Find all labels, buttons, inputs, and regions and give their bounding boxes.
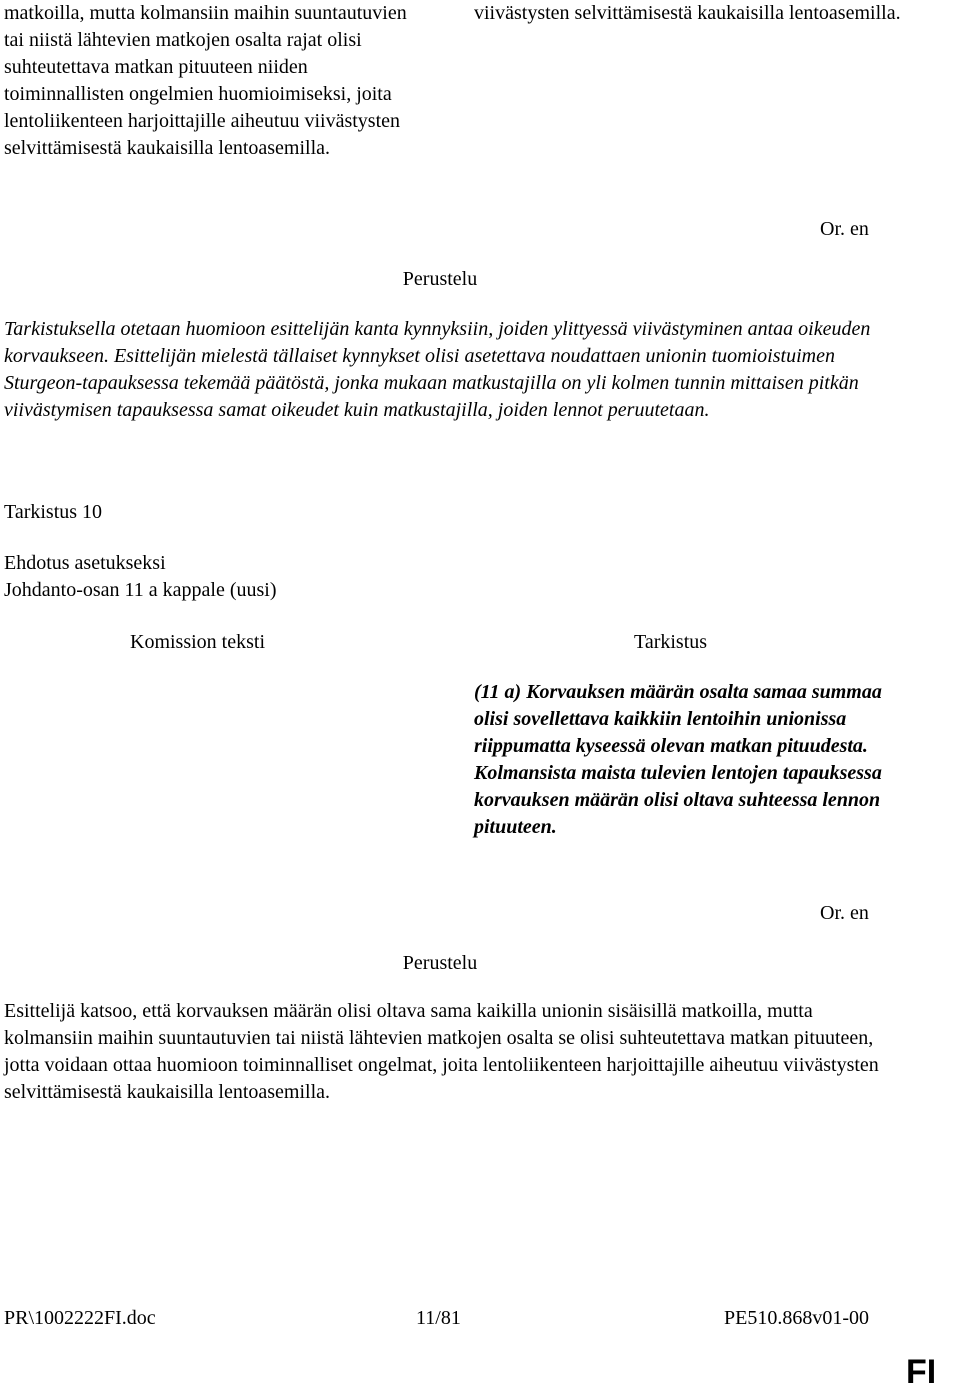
- amendment-title: Tarkistus 10: [4, 501, 103, 523]
- amendment-column-header: Tarkistus: [634, 631, 708, 653]
- original-language-1: Or. en: [820, 218, 869, 240]
- right-column-text: viivästysten selvittämisestä kaukaisilla lentoasemilla.: [474, 2, 901, 24]
- previous-commission-text: [4, 0, 424, 162]
- justification-heading-2: Perustelu: [402, 952, 478, 974]
- left-column-text: matkoilla, mutta kolmansiin maihin suuntautuvien tai niistä lähtevien matkojen osalta rajat olisi suhteutettava matkan pituuteen niiden toiminnallisten ongelmien huomioimiseksi, joita lentoliikenteen harjoittajille aiheutuu viivästysten selvittämisestä kaukaisilla lentoasemilla.: [4, 2, 407, 159]
- justification-text-2: Esittelijä katsoo, että korvauksen määrän olisi oltava sama kaikilla unionin sisäisillä matkoilla, mutta kolmansiin maihin suuntautuvien tai niistä lähtevien matkojen osalta se olisi suhteutettava matkan pituuteen, jotta voidaan ottaa huomioon toiminnalliset ongelmat, joita lentoliikenteen harjoittajille aiheutuu viivästysten selvittämisestä kaukaisilla lentoasemilla.: [4, 1000, 879, 1103]
- justification-text-1b: Esittelijän mielestä tällaiset kynnykset olisi asetettava noudattaen unionin tuomioistuimen Sturgeon-tapauksessa tekemää päätöstä, jonka mukaan matkustajilla on yli kolmen tunnin mittaisen pitkän viivästymisen tapauksessa samat oikeudet kuin matkustajilla, joiden lennot peruutetaan.: [4, 345, 859, 421]
- footer-doc-ref: PR\1002222FI.doc: [4, 1307, 156, 1329]
- commission-text-header: Komission teksti: [130, 631, 266, 653]
- original-language-2: Or. en: [820, 902, 869, 924]
- footer-pe-ref: PE510.868v01-00: [724, 1307, 869, 1329]
- amendment-text: (11 a) Korvauksen määrän osalta samaa summaa olisi sovellettava kaikkiin lentoihin unionissa riippumatta kyseessä olevan matkan pituudesta. Kolmansista maista tulevien lentojen tapauksessa korvauksen määrän olisi oltava suhteessa lennon pituuteen.: [474, 681, 882, 838]
- previous-amendment-text: [474, 0, 914, 27]
- footer-page-number: 11/81: [416, 1307, 461, 1329]
- amendment-reference: Johdanto-osan 11 a kappale (uusi): [4, 579, 277, 601]
- amendment-proposal: Ehdotus asetukseksi: [4, 552, 166, 574]
- justification-heading-1: Perustelu: [402, 268, 478, 290]
- justification-text-1a: Tarkistuksella otetaan huomioon esittelijän kanta kynnyksiin, joiden ylittyessä viivästyminen antaa oikeuden korvaukseen.: [4, 318, 871, 367]
- justification-text-1: [4, 316, 904, 424]
- footer-language-mark: FI: [906, 1353, 937, 1391]
